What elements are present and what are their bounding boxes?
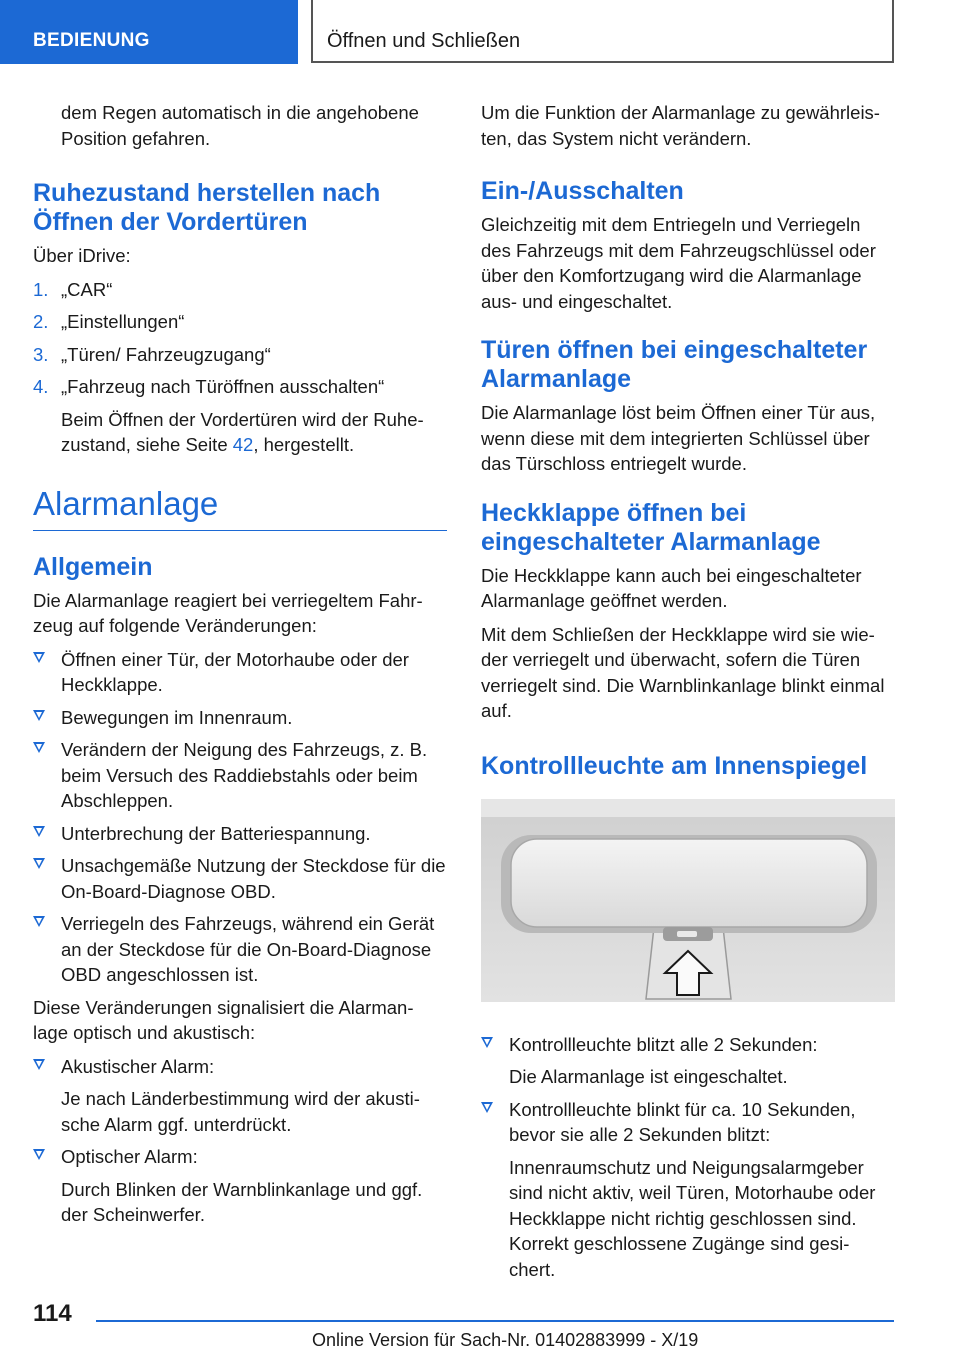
tueren-text: Die Alarmanlage löst beim Öffnen einer Tür aus, wenn diese mit dem integrierten Schlüssel über das Türschloss entriegelt wurde.: [481, 402, 876, 474]
step-text: „Fahrzeug nach Türöffnen ausschalten“: [61, 376, 385, 397]
heading-allgemein: Allgemein: [33, 552, 153, 581]
list-item: [33, 821, 447, 847]
heading-ruhezustand: Ruhezustand herstellen nach Öffnen der Vordertüren: [33, 179, 381, 236]
step-number: 3.: [33, 343, 49, 365]
bullet-text: Öffnen einer Tür, der Motorhaube oder der Heckklappe.: [61, 648, 409, 695]
step-item: [33, 342, 447, 368]
triangle-bullet-icon: [33, 1059, 45, 1070]
step-text: „Türen/ Fahrzeugzugang“: [61, 343, 271, 365]
intro-text: dem Regen automatisch in die angehobene Position gefahren.: [61, 102, 419, 149]
heading-heckklappe: Heckklappe öffnen bei eingeschalteter Alarmanlage: [481, 498, 821, 556]
step-subtext: [61, 407, 447, 458]
triangle-bullet-icon: [33, 1149, 45, 1160]
section-tab[interactable]: [0, 0, 298, 64]
triangle-bullet-icon: [481, 1037, 493, 1048]
steps-list: [33, 277, 447, 458]
triangle-bullet-icon: [33, 826, 45, 837]
indicator-list: [481, 1032, 895, 1283]
list-item: [33, 737, 447, 814]
bullet-subtext: Innenraumschutz und Neigungsalarmgeber sind nicht aktiv, weil Türen, Motorhaube oder Heckklappe nicht richtig geschlossen sind. Korrekt geschlossene Zugänge sind gesi- chert.: [509, 1156, 876, 1280]
left-column: [33, 100, 447, 1235]
bullet-text: Kontrollleuchte blitzt alle 2 Sekunden:: [509, 1033, 818, 1055]
rear-view-mirror-icon: [481, 799, 895, 1002]
footer-text: Online Version für Sach-Nr. 01402883999 - X/19: [312, 1330, 699, 1350]
list-item: [481, 1032, 895, 1090]
page-number: 114: [33, 1300, 72, 1327]
triangle-bullet-icon: [33, 858, 45, 869]
bullet-text: Verändern der Neigung des Fahrzeugs, z. B. beim Versuch des Raddiebstahls oder beim Abschleppen.: [61, 739, 428, 811]
bullet-subtext: Durch Blinken der Warnblinkanlage und ggf. der Scheinwerfer.: [61, 1178, 423, 1225]
step-item: [33, 374, 447, 458]
heading-tueren: Türen öffnen bei eingeschalteter Alarmanlage: [481, 336, 868, 393]
triangle-bullet-icon: [33, 916, 45, 927]
list-item: [33, 705, 447, 731]
bullet-text: Akustischer Alarm:: [61, 1055, 215, 1077]
footer-divider: [96, 1320, 894, 1322]
bullet-text: Verriegeln des Fahrzeugs, während ein Gerät an der Steckdose für die On-Board-Diagnose OBD angeschlossen ist.: [61, 913, 435, 985]
step-text: „CAR“: [61, 278, 113, 300]
step-subtext-a: Beim Öffnen der Vordertüren wird der Ruhe- zustand, siehe Seite: [61, 408, 424, 455]
mirror-illustration: [481, 799, 895, 1002]
list-item: [33, 1144, 447, 1228]
page-link[interactable]: 42: [232, 434, 254, 455]
list-item: [33, 911, 447, 988]
list-item: [33, 647, 447, 698]
step-item: [33, 309, 447, 335]
heading-kontrollleuchte: Kontrollleuchte am Innenspiegel: [481, 751, 868, 780]
list-item: [33, 1054, 447, 1138]
list-item: [33, 853, 447, 904]
triangle-bullet-icon: [33, 652, 45, 663]
list-item: [481, 1097, 895, 1283]
right-column: [481, 100, 895, 1289]
allgemein-text: Die Alarmanlage reagiert bei verriegeltem Fahr- zeug auf folgende Veränderungen:: [33, 589, 423, 636]
step-item: [33, 277, 447, 303]
triangle-bullet-icon: [33, 742, 45, 753]
heck-text-2: Mit dem Schließen der Heckklappe wird sie wie- der verriegelt und überwacht, sofern die Türen verriegelt sind. Die Warnblinkanlage blinkt einmal auf.: [481, 623, 885, 721]
bullet-text: Optischer Alarm:: [61, 1146, 198, 1167]
alarm-types-list: [33, 1054, 447, 1228]
heading-alarmanlage: Alarmanlage: [33, 484, 219, 522]
bullet-text: Bewegungen im Innenraum.: [61, 706, 293, 728]
bullet-text: Unsachgemäße Nutzung der Steckdose für die On-Board-Diagnose OBD.: [61, 855, 446, 902]
step-number: 4.: [33, 376, 49, 397]
step-number: 1.: [33, 278, 49, 300]
alarm-heading-wrap: [33, 484, 447, 531]
idrive-text: Über iDrive:: [33, 245, 131, 266]
section-label: BEDIENUNG: [33, 30, 150, 51]
step-subtext-b: , hergestellt.: [253, 434, 355, 455]
triangle-bullet-icon: [481, 1102, 493, 1113]
heading-ein-ausschalten: Ein-/Ausschalten: [481, 177, 684, 205]
changes-list: [33, 647, 447, 988]
bullet-text: Kontrollleuchte blinkt für ca. 10 Sekunden, bevor sie alle 2 Sekunden blitzt:: [509, 1098, 856, 1145]
triangle-bullet-icon: [33, 710, 45, 721]
ein-text: Gleichzeitig mit dem Entriegeln und Verriegeln des Fahrzeugs mit dem Fahrzeugschlüssel oder über den Komfortzugang wird die Alarmanlage aus- und eingeschaltet.: [481, 214, 876, 312]
step-text: „Einstellungen“: [61, 311, 185, 332]
step-number: 2.: [33, 311, 49, 332]
bullet-subtext: Die Alarmanlage ist eingeschaltet.: [509, 1066, 788, 1087]
intro-text: Um die Funktion der Alarmanlage zu gewährleis- ten, das System nicht verändern.: [481, 102, 880, 149]
signal-text: Diese Veränderungen signalisiert die Alarman- lage optisch und akustisch:: [33, 996, 414, 1043]
bullet-text: Unterbrechung der Batteriespannung.: [61, 822, 371, 844]
bullet-subtext: Je nach Länderbestimmung wird der akusti- sche Alarm ggf. unterdrückt.: [61, 1088, 420, 1135]
page-header-title: Öffnen und Schließen: [327, 30, 521, 52]
heck-text-1: Die Heckklappe kann auch bei eingeschalteter Alarmanlage geöffnet werden.: [481, 564, 862, 611]
